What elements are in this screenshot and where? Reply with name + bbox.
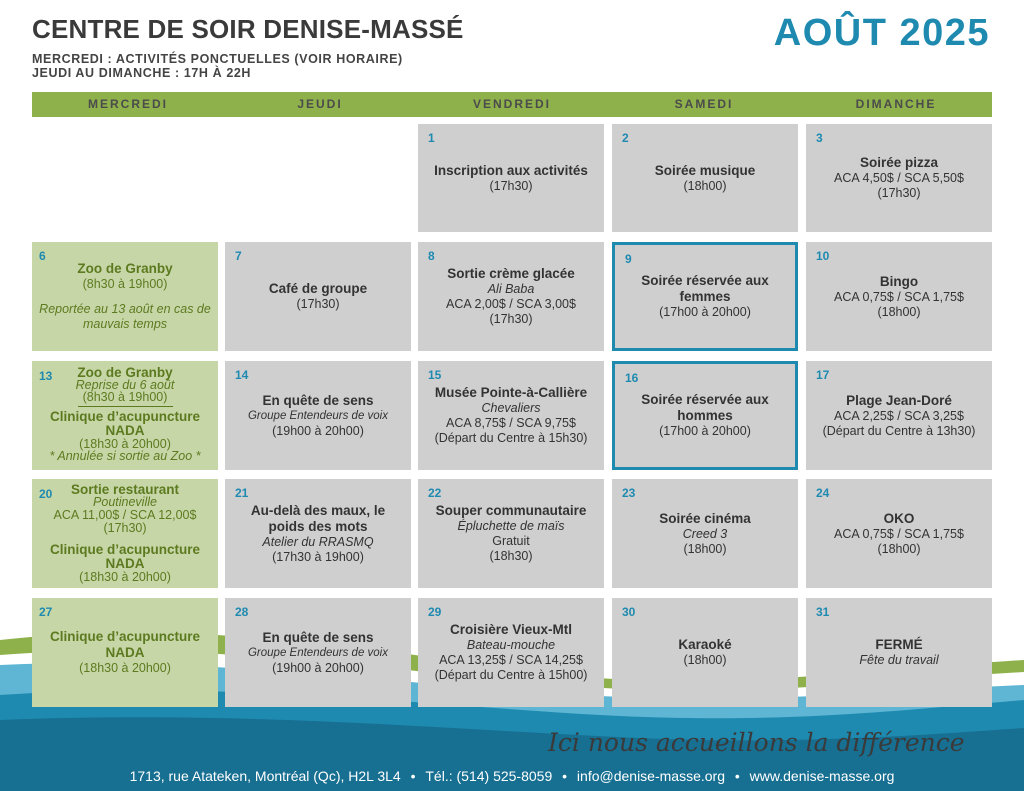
event-time: (17h30) — [877, 186, 921, 200]
day-cell-27 — [32, 598, 218, 707]
page-title: CENTRE DE SOIR DENISE-MASSÉ — [32, 14, 464, 44]
event-title: Clinique d’acupuncture NADA — [49, 629, 200, 660]
event-title: Karaoké — [678, 637, 732, 652]
event-price: ACA 4,50$ / SCA 5,50$ — [834, 171, 964, 185]
footer-bullet: • — [410, 768, 416, 784]
subtitle-hours: JEUDI AU DIMANCHE : 17H À 22H — [32, 66, 252, 80]
event-time: (Départ du Centre à 15h00) — [434, 668, 588, 682]
footer-address: 1713, rue Atateken, Montréal (Qc), H2L 3L4 — [129, 768, 401, 784]
event-title: Musée Pointe-à-Callière — [434, 385, 588, 400]
event-time: (17h30) — [103, 521, 147, 535]
day-cell-28 — [225, 598, 411, 707]
day-number: 23 — [622, 486, 636, 500]
event-time-2: (18h30 à 20h00) — [79, 437, 171, 451]
day-number: 7 — [235, 249, 242, 263]
footer-bullet: • — [562, 768, 568, 784]
event-price: Gratuit — [492, 534, 530, 548]
day-cell-15 — [418, 361, 604, 470]
event-title: Zoo de Granby — [77, 261, 173, 276]
day-cell-17 — [806, 361, 992, 470]
weekday-saturday: SAMEDI — [674, 97, 734, 111]
footer-contact — [0, 768, 1024, 784]
event-price: ACA 11,00$ / SCA 12,00$ — [53, 508, 197, 522]
day-number: 2 — [622, 131, 629, 145]
day-cell-29 — [418, 598, 604, 707]
day-cell-21 — [225, 479, 411, 588]
event-subtitle: Bateau-mouche — [466, 638, 556, 652]
event-note: Reportée au 13 août en cas de mauvais temps — [39, 302, 211, 331]
day-number: 13 — [39, 369, 53, 383]
day-number: 22 — [428, 486, 442, 500]
event-price: ACA 0,75$ / SCA 1,75$ — [834, 289, 964, 304]
event-title: Soirée musique — [654, 162, 756, 178]
event-time: (19h00 à 20h00) — [272, 423, 364, 438]
event-title: Soirée réservée aux hommes — [641, 392, 769, 423]
event-title: Café de groupe — [268, 281, 368, 296]
day-cell-8 — [418, 242, 604, 351]
event-time: (18h00) — [877, 304, 921, 319]
day-cell-31 — [806, 598, 992, 707]
day-number: 10 — [816, 249, 830, 263]
slogan: Ici nous accueillons la différence — [548, 728, 965, 757]
event-time: (19h00 à 20h00) — [272, 660, 364, 675]
day-cell-7 — [225, 242, 411, 351]
event-price: ACA 2,00$ / SCA 3,00$ — [446, 297, 576, 311]
event-price: ACA 2,25$ / SCA 3,25$ — [834, 408, 964, 423]
day-number: 14 — [235, 368, 249, 382]
event-note: * Annulée si sortie au Zoo * — [49, 449, 201, 463]
day-number: 16 — [625, 371, 639, 385]
event-subtitle: Ali Baba — [487, 282, 535, 296]
event-title: En quête de sens — [262, 392, 374, 408]
day-number: 31 — [816, 605, 830, 619]
day-cell-20 — [32, 479, 218, 588]
weekday-sunday: DIMANCHE — [855, 97, 937, 111]
weekday-header — [32, 92, 992, 117]
day-cell-14 — [225, 361, 411, 470]
footer-bullet: • — [734, 768, 740, 784]
event-title: Soirée pizza — [859, 155, 939, 170]
day-cell-1 — [418, 124, 604, 232]
day-number: 29 — [428, 605, 442, 619]
event-title: Au-delà des maux, le poids des mots — [250, 502, 386, 534]
event-time: (18h00) — [683, 653, 727, 667]
event-title: OKO — [883, 510, 915, 526]
day-number: 21 — [235, 486, 249, 500]
event-subtitle: Reprise du 6 août — [75, 378, 175, 392]
event-time: (18h00) — [683, 541, 727, 556]
event-title: Inscription aux activités — [434, 162, 588, 178]
event-time: (Départ du Centre à 15h30) — [434, 431, 588, 445]
day-cell-6 — [32, 242, 218, 351]
event-time: (18h30 à 20h00) — [79, 661, 171, 675]
day-number: 30 — [622, 605, 636, 619]
day-cell-2 — [612, 124, 798, 232]
event-title: Croisière Vieux-Mtl — [449, 622, 573, 637]
day-number: 8 — [428, 249, 435, 263]
day-cell-23 — [612, 479, 798, 588]
footer-website[interactable]: www.denise-masse.org — [749, 768, 895, 784]
day-cell-30 — [612, 598, 798, 707]
day-number: 17 — [816, 368, 830, 382]
day-number: 20 — [39, 487, 53, 501]
day-number: 24 — [816, 486, 830, 500]
day-cell-24 — [806, 479, 992, 588]
event-time: (17h30 à 19h00) — [272, 549, 364, 564]
event-title: Sortie crème glacée — [447, 266, 575, 281]
event-price: ACA 8,75$ / SCA 9,75$ — [446, 416, 576, 430]
event-title: Plage Jean-Doré — [846, 392, 952, 408]
event-time: (17h00 à 20h00) — [659, 424, 751, 438]
day-number: 1 — [428, 131, 435, 145]
event-title: Soirée réservée aux femmes — [641, 273, 769, 304]
event-time: (17h30) — [489, 312, 533, 326]
event-title: Sortie restaurant — [70, 482, 180, 497]
event-title: Soirée cinéma — [659, 510, 751, 526]
divider — [78, 406, 173, 407]
footer-email[interactable]: info@denise-masse.org — [576, 768, 725, 784]
event-price: ACA 13,25$ / SCA 14,25$ — [439, 653, 583, 667]
month-title: AOÛT 2025 — [773, 12, 990, 54]
event-time: (18h30) — [489, 549, 533, 563]
day-number: 3 — [816, 131, 823, 145]
event-title: FERMÉ — [875, 637, 923, 652]
event-title: En quête de sens — [262, 629, 374, 645]
footer-phone: Tél.: (514) 525-8059 — [425, 768, 553, 784]
event-title-2: Clinique d’acupuncture NADA — [49, 542, 200, 571]
day-cell-10 — [806, 242, 992, 351]
event-time: (8h30 à 19h00) — [82, 277, 168, 291]
event-title: Bingo — [879, 273, 919, 289]
day-number: 15 — [428, 368, 442, 382]
event-subtitle: Poutineville — [93, 495, 157, 509]
weekday-wednesday: MERCREDI — [87, 97, 168, 111]
day-number: 9 — [625, 252, 632, 266]
event-time: (18h00) — [683, 178, 727, 193]
subtitle-wednesday: MERCREDI : ACTIVITÉS PONCTUELLES (VOIR HORAIRE) — [32, 52, 403, 66]
day-cell-9 — [612, 242, 798, 351]
event-title: Souper communautaire — [435, 503, 587, 518]
event-time: (17h30) — [489, 178, 533, 193]
event-subtitle: Groupe Entendeurs de voix — [247, 646, 388, 659]
event-price: ACA 0,75$ / SCA 1,75$ — [834, 526, 964, 541]
day-number: 27 — [39, 605, 53, 619]
event-subtitle: Chevaliers — [481, 401, 541, 415]
day-cell-3 — [806, 124, 992, 232]
day-number: 6 — [39, 249, 46, 263]
event-time: (17h30) — [296, 297, 340, 311]
event-title: Zoo de Granby — [77, 365, 173, 380]
event-subtitle: Épluchette de maïs — [457, 519, 565, 533]
weekday-thursday: JEUDI — [297, 97, 343, 111]
event-time: (8h30 à 19h00) — [82, 390, 168, 404]
day-cell-16 — [612, 361, 798, 470]
event-title-2: Clinique d’acupuncture NADA — [49, 409, 200, 438]
event-time-2: (18h30 à 20h00) — [79, 570, 171, 584]
day-cell-13 — [32, 361, 218, 470]
event-subtitle: Fête du travail — [859, 653, 939, 667]
event-subtitle: Atelier du RRASMQ — [262, 534, 374, 549]
event-time: (17h00 à 20h00) — [659, 305, 751, 319]
day-number: 28 — [235, 605, 249, 619]
weekday-friday: VENDREDI — [472, 97, 551, 111]
event-time: (Départ du Centre à 13h30) — [822, 423, 976, 438]
event-time: (18h00) — [877, 541, 921, 556]
event-subtitle: Creed 3 — [682, 526, 728, 541]
event-subtitle: Groupe Entendeurs de voix — [247, 409, 388, 422]
day-cell-22 — [418, 479, 604, 588]
